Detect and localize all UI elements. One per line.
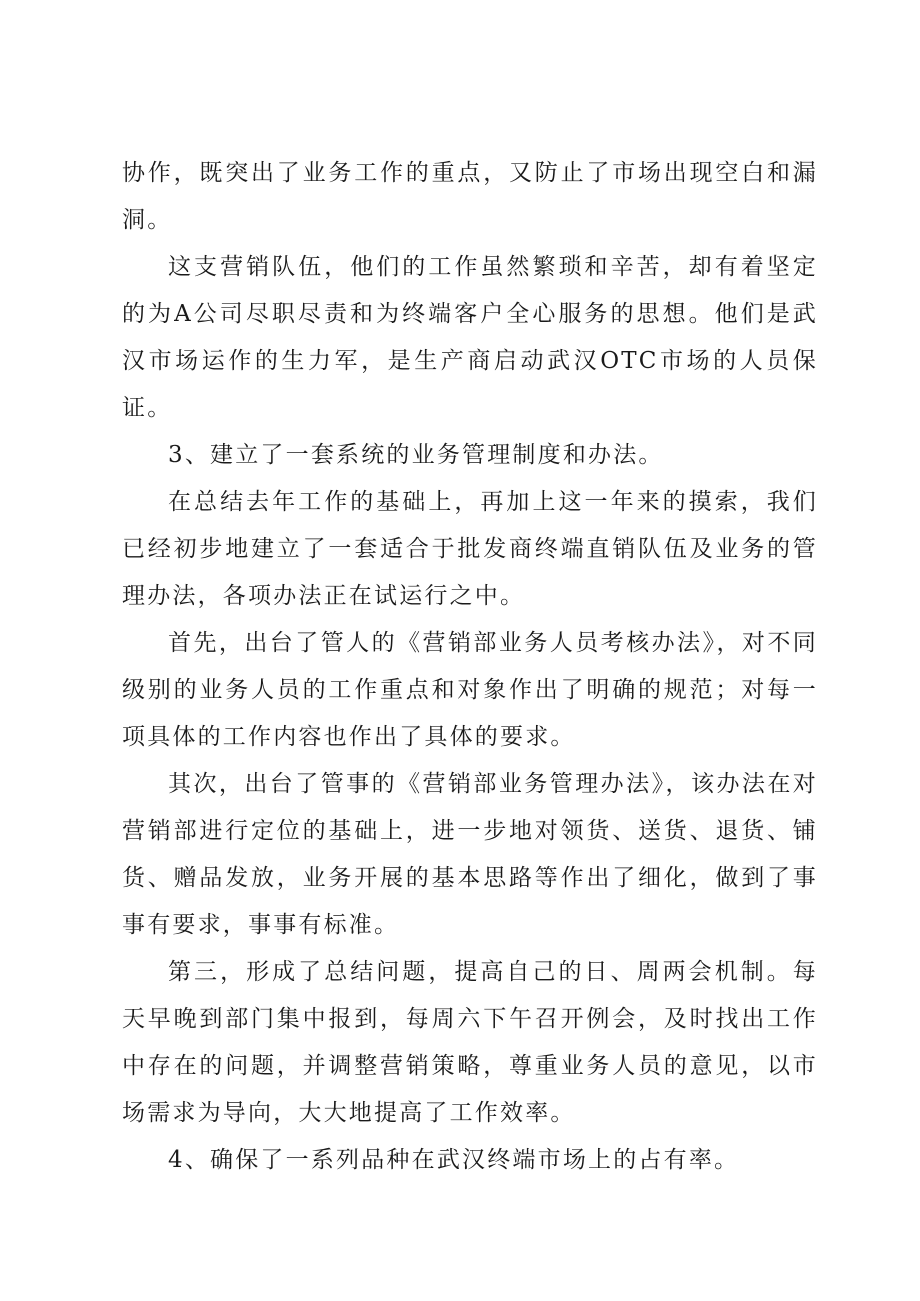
- document-body: [122, 150, 818, 1184]
- paragraph-third: 第三，形成了总结问题，提高自己的日、周两会机制。每天早晚到部门集中报到，每周六下午召开例会，及时找出工作中存在的问题，并调整营销策略，尊重业务人员的意见，以市场需求为导向，大大地提高了工作效率。: [122, 959, 818, 1126]
- paragraph-continuation: 协作，既突出了业务工作的重点，又防止了市场出现空白和漏洞。: [122, 160, 818, 233]
- paragraph-second: 其次，出台了管事的《营销部业务管理办法》，该办法在对营销部进行定位的基础上，进一步地对领货、送货、退货、铺货、赠品发放，业务开展的基本思路等作出了细化，做到了事事有要求，事事有标准。: [122, 771, 818, 938]
- paragraph-sales-team: 这支营销队伍，他们的工作虽然繁琐和辛苦，却有着坚定的为A公司尽职尽责和为终端客户全心服务的思想。他们是武汉市场运作的生力军，是生产商启动武汉OTC市场的人员保证。: [122, 254, 818, 421]
- paragraph-management-methods: 在总结去年工作的基础上，再加上这一年来的摸索，我们已经初步地建立了一套适合于批发商终端直销队伍及业务的管理办法，各项办法正在试运行之中。: [122, 489, 818, 609]
- section-heading-4: 4、确保了一系列品种在武汉终端市场上的占有率。: [168, 1147, 740, 1173]
- section-heading-3: 3、建立了一套系统的业务管理制度和办法。: [168, 442, 664, 468]
- paragraph-first: 首先，出台了管人的《营销部业务人员考核办法》，对不同级别的业务人员的工作重点和对象作出了明确的规范；对每一项具体的工作内容也作出了具体的要求。: [122, 630, 818, 750]
